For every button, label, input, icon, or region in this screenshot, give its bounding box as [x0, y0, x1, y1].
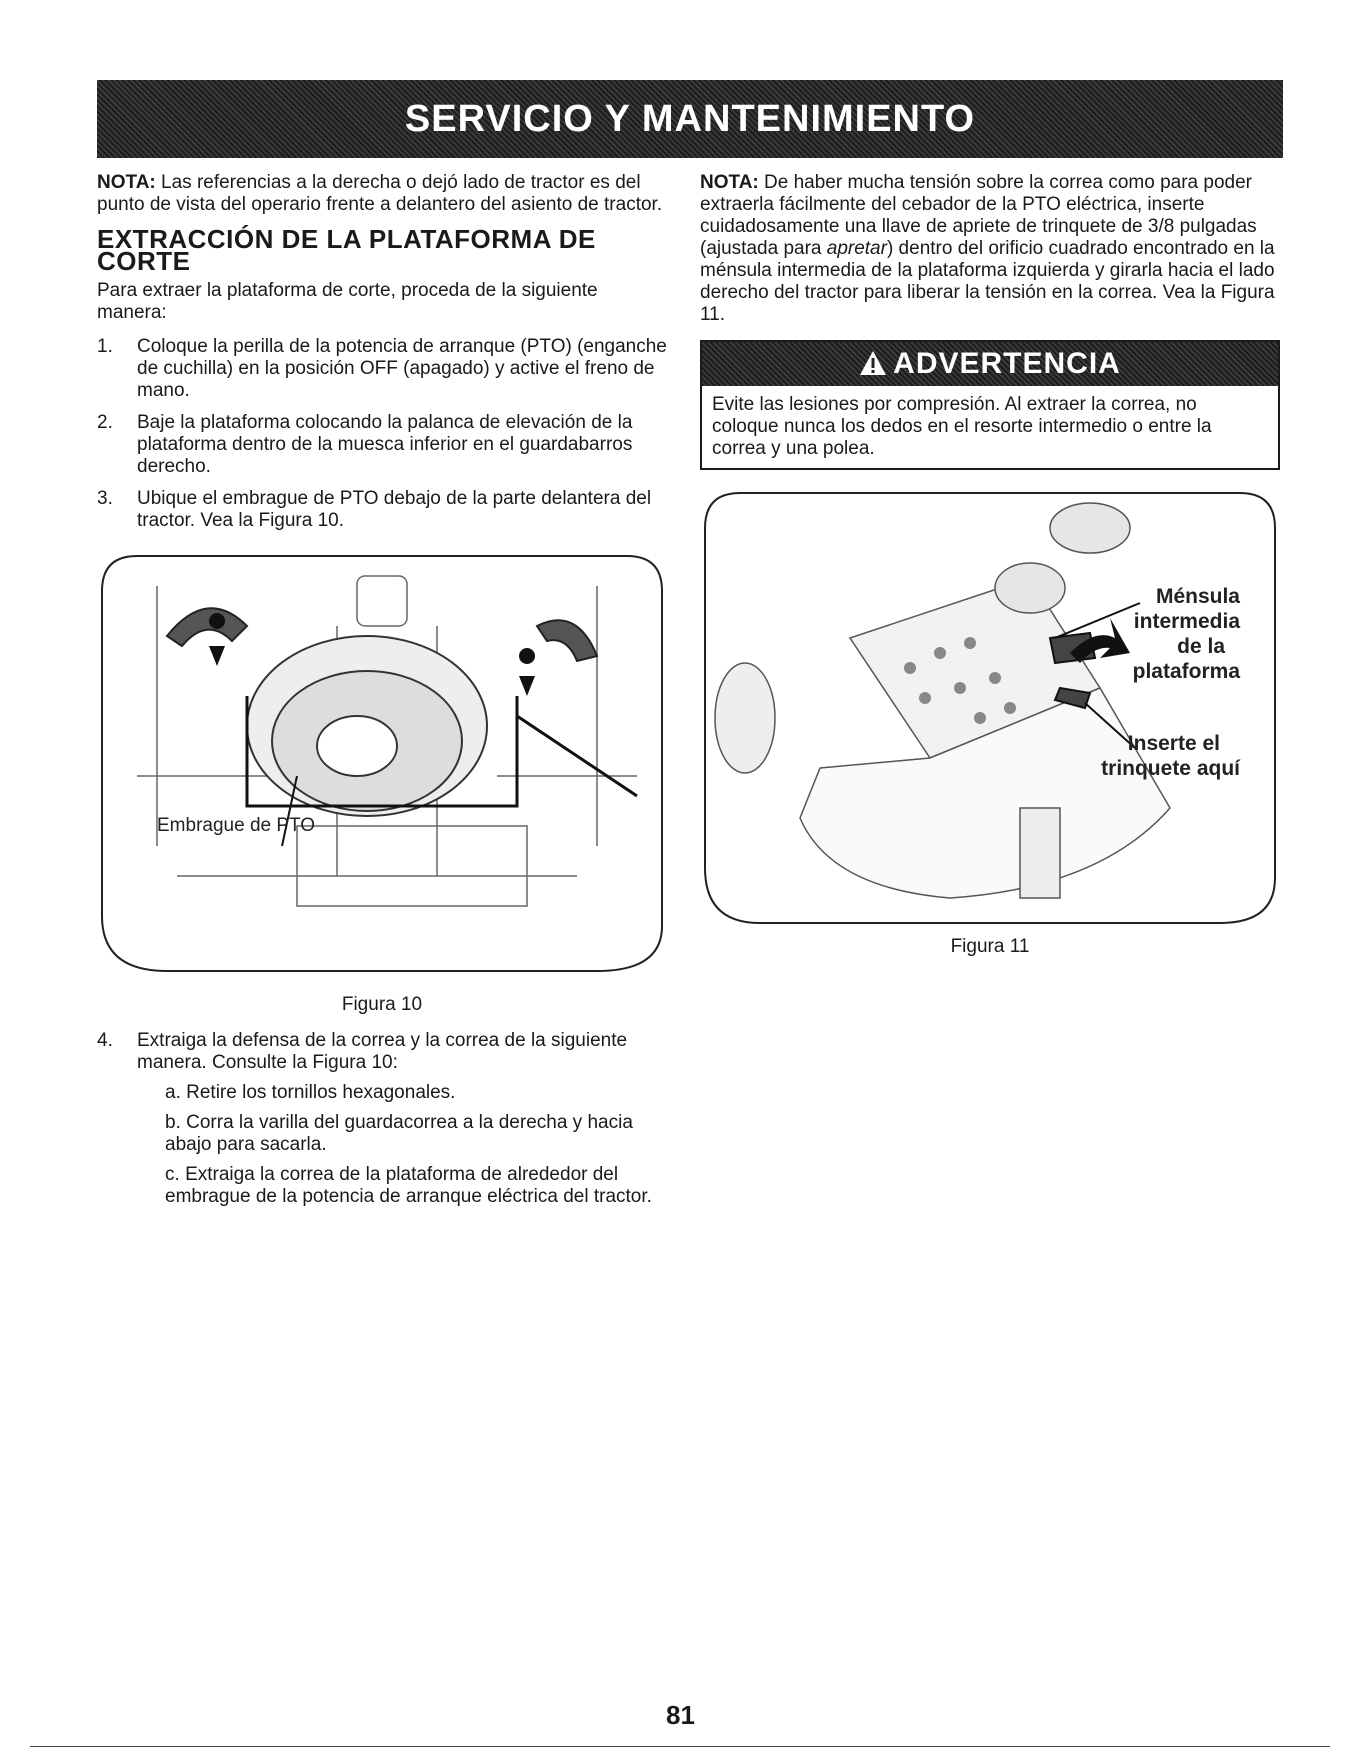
- figure-11-label-line: plataforma: [1132, 660, 1240, 683]
- idler-bracket-illustration: [700, 488, 1280, 928]
- note-label: NOTA:: [97, 172, 156, 193]
- right-note: [700, 172, 1280, 326]
- warning-title: ADVERTENCIA: [893, 347, 1121, 380]
- warning-box: [700, 340, 1280, 470]
- substep-letter: a.: [165, 1082, 181, 1103]
- substep-letter: c.: [165, 1164, 180, 1185]
- figure-11-label-line: de la: [1177, 635, 1225, 658]
- note-text-end: ) dentro del orificio cuadrado encontrado en la ménsula intermedia de la plataforma izquierda y girarla hacia el lado derecho del tractor para liberar la tensión en la correa. Vea la Figura 11.: [700, 238, 1275, 325]
- left-column: [97, 172, 667, 1218]
- figure-11-label-line: intermedia: [1133, 610, 1240, 633]
- step-item: [97, 336, 667, 402]
- steps-list-continued: [97, 1030, 667, 1208]
- figure-11-caption: Figura 11: [950, 936, 1030, 957]
- page-number: 81: [666, 1700, 695, 1730]
- step-item: [97, 412, 667, 478]
- warning-text: Evite las lesiones por compresión. Al extraer la correa, no coloque nunca los dedos en el resorte intermedio o entre la correa y una polea.: [712, 394, 1212, 459]
- step-text: Coloque la perilla de la potencia de arranque (PTO) (enganche de cuchilla) en la posición OFF (apagado) y active el freno de mano.: [137, 336, 667, 401]
- note-text: De haber mucha tensión sobre la correa como para poder extraerla fácilmente del cebador de la PTO eléctrica, inserte cuidadosamente una llave de apriete de trinquete de 3/8 pulgadas (ajustada para: [700, 172, 1257, 259]
- figure-10-callout: Embrague de PTO: [157, 815, 316, 836]
- substep-text: Corra la varilla del guardacorrea a la derecha y hacia abajo para sacarla.: [165, 1112, 633, 1155]
- step-text: Baje la plataforma colocando la palanca de elevación de la plataforma dentro de la muesca inferior en el guardabarros derecho.: [137, 412, 633, 477]
- left-note: [97, 172, 667, 216]
- footer-divider: [30, 1746, 1330, 1747]
- figure-11: [700, 488, 1280, 958]
- warning-triangle-icon: [859, 350, 887, 378]
- step-item: [97, 488, 667, 532]
- substep-item: [137, 1082, 667, 1104]
- step-number: 3.: [97, 488, 113, 509]
- section-title: EXTRACCIÓN DE LA PLATAFORMA DE CORTE: [97, 224, 596, 276]
- step-item: [97, 1030, 667, 1208]
- warning-header: [702, 342, 1278, 386]
- step-number: 4.: [97, 1030, 113, 1051]
- figure-11-label-line: Ménsula: [1155, 585, 1240, 608]
- note-label: NOTA:: [700, 172, 759, 193]
- steps-list: [97, 336, 667, 532]
- pto-clutch-illustration: [97, 546, 667, 986]
- substep-item: [137, 1164, 667, 1208]
- figure-11-label-line: Inserte el: [1127, 732, 1220, 755]
- figure-11-label-line: trinquete aquí: [1101, 757, 1240, 780]
- substep-text: Extraiga la correa de la plataforma de alrededor del embrague de la potencia de arranque eléctrica del tractor.: [165, 1164, 652, 1207]
- note-text: Las referencias a la derecha o dejó lado de tractor es del punto de vista del operario frente a delantero del asiento de tractor.: [97, 172, 663, 215]
- step-number: 2.: [97, 412, 113, 433]
- step-number: 1.: [97, 336, 113, 357]
- substeps-list: [137, 1082, 667, 1208]
- substep-letter: b.: [165, 1112, 181, 1133]
- figure-10-caption: Figura 10: [341, 994, 423, 1015]
- figure-10: [97, 546, 667, 1016]
- page-title: SERVICIO Y MANTENIMIENTO: [404, 97, 976, 140]
- step-text: Ubique el embrague de PTO debajo de la parte delantera del tractor. Vea la Figura 10.: [137, 488, 652, 531]
- section-intro: Para extraer la plataforma de corte, proceda de la siguiente manera:: [97, 280, 598, 323]
- substep-text: Retire los tornillos hexagonales.: [186, 1082, 456, 1103]
- step-text: Extraiga la defensa de la correa y la correa de la siguiente manera. Consulte la Figura 10:: [137, 1030, 628, 1073]
- note-italic: apretar: [826, 238, 887, 259]
- section-banner: [97, 80, 1283, 158]
- substep-item: [137, 1112, 667, 1156]
- right-column: [700, 172, 1280, 972]
